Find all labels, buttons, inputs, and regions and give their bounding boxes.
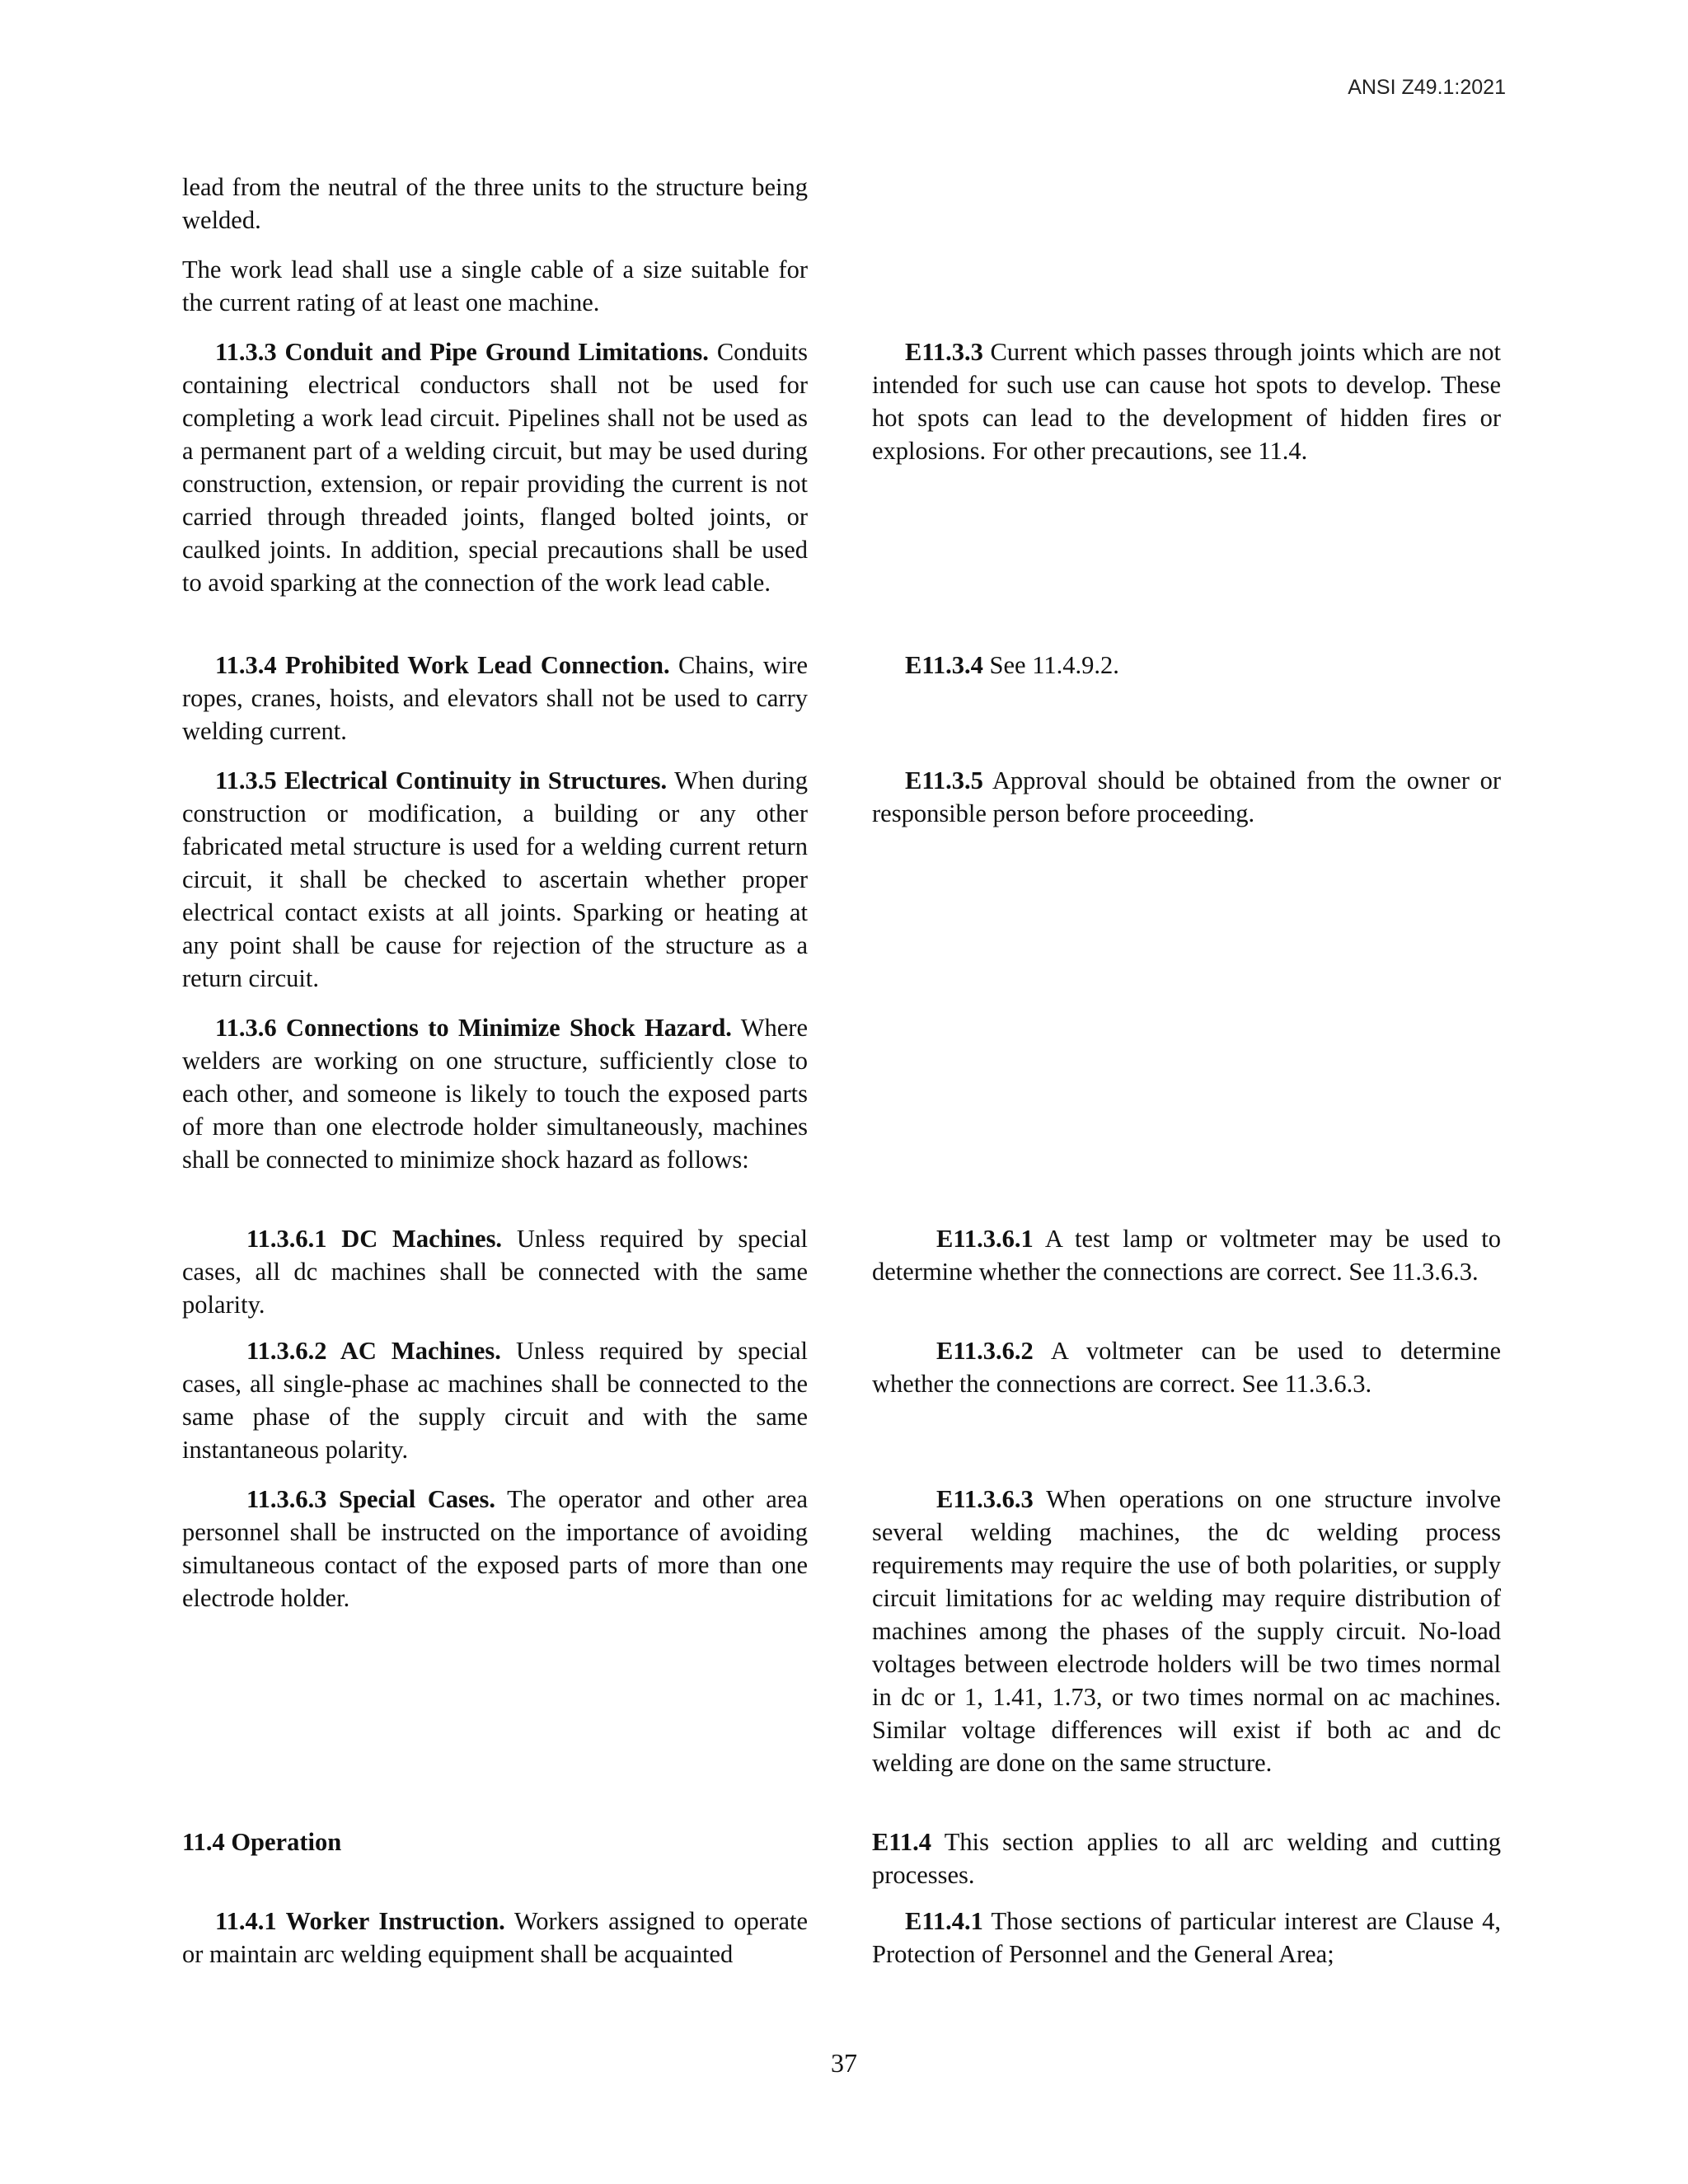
section-heading: 11.4 Operation [182, 1828, 342, 1856]
section-heading: 11.3.3 Conduit and Pipe Ground Limitations. [215, 338, 709, 366]
section-text: Unless required by special cases, all dc machines shall be connected with the same polarity. [182, 1225, 808, 1319]
explanation-text: A test lamp or voltmeter may be used to determine whether the connections are correct. See 11.3.6.3. [872, 1225, 1501, 1286]
explanation-text: This section applies to all arc welding and cutting processes. [872, 1828, 1501, 1889]
explanation-e11-3-6-1 [872, 1222, 1501, 1288]
section-11-3-3 [182, 335, 808, 599]
explanation-text: Those sections of particular interest are Clause 4, Protection of Personnel and the General Area; [872, 1907, 1501, 1968]
section-11-4 [182, 1825, 808, 1858]
explanation-text: See 11.4.9.2. [982, 651, 1119, 679]
explanation-e11-3-4 [872, 649, 1501, 682]
explanation-heading: E11.3.3 [905, 338, 983, 366]
explanation-heading: E11.3.6.3 [936, 1485, 1034, 1513]
section-11-3-6-1 [182, 1222, 808, 1321]
section-text: When during construction or modification, a building or any other fabricated metal structure is used for a welding current return circuit, it shall be checked to ascertain whether proper electrical contact exists at all joints. Sparking or heating at any point shall be cause for rejection of the structure as a return circuit. [182, 766, 809, 992]
section-heading: 11.3.6.2 AC Machines. [246, 1337, 501, 1365]
explanation-e11-4 [872, 1825, 1501, 1891]
explanation-text: When operations on one structure involve several welding machines, the dc welding process requirements may require the use of both polarities, or supply circuit limitations for ac welding may require distribution of machines among the phases of the supply circuit. No-load voltages between electrode holders will be two times normal in dc or 1, 1.41, 1.73, or two times normal on ac machines. Similar voltage differences will exist if both ac and dc welding are done on the same structure. [872, 1485, 1501, 1777]
section-heading: 11.3.6 Connections to Minimize Shock Hazard. [215, 1014, 732, 1042]
explanation-heading: E11.3.6.1 [936, 1225, 1034, 1253]
section-heading: 11.3.6.1 DC Machines. [246, 1225, 503, 1253]
explanation-heading: E11.3.4 [905, 651, 983, 679]
explanation-text: A voltmeter can be used to determine whether the connections are correct. See 11.3.6.3. [872, 1337, 1501, 1398]
section-heading: 11.4.1 Worker Instruction. [215, 1907, 505, 1935]
explanation-heading: E11.3.6.2 [936, 1337, 1034, 1365]
section-text: Workers assigned to operate or maintain arc welding equipment shall be acquainted [182, 1907, 808, 1968]
explanation-e11-4-1 [872, 1905, 1501, 1971]
section-heading: 11.3.5 Electrical Continuity in Structures. [215, 766, 668, 794]
section-11-3-6-2 [182, 1334, 808, 1466]
page-number: 37 [831, 2048, 857, 2078]
section-heading: 11.3.4 Prohibited Work Lead Connection. [215, 651, 670, 679]
explanation-heading: E11.4 [872, 1828, 932, 1856]
section-text: Chains, wire ropes, cranes, hoists, and elevators shall not be used to carry welding current. [182, 651, 808, 745]
section-heading: 11.3.6.3 Special Cases. [246, 1485, 496, 1513]
explanation-e11-3-6-3 [872, 1483, 1501, 1779]
section-11-3-6 [182, 1011, 808, 1176]
explanation-e11-3-3 [872, 335, 1501, 467]
section-11-4-1 [182, 1905, 808, 1971]
explanation-text: Current which passes through joints which are not intended for such use can cause hot spots to develop. These hot spots can lead to the development of hidden fires or explosions. For other precautions, see 11.4. [872, 338, 1501, 465]
running-header: ANSI Z49.1:2021 [1348, 76, 1506, 99]
paragraph-work-lead: The work lead shall use a single cable of a size suitable for the current rating of at least one machine. [182, 255, 808, 316]
section-text: Conduits containing electrical conductors shall not be used for completing a work lead circuit. Pipelines shall not be used as a permanent part of a welding circuit, but may be used during construction, extension, or repair providing the current is not carried through threaded joints, flanged bolted joints, or caulked joints. In addition, special precautions shall be used to avoid sparking at the connection of the work lead cable. [182, 338, 808, 597]
section-11-3-6-3 [182, 1483, 808, 1615]
explanation-e11-3-6-2 [872, 1334, 1501, 1400]
explanation-text: Approval should be obtained from the owner or responsible person before proceeding. [872, 766, 1501, 827]
section-text: Unless required by special cases, all single-phase ac machines shall be connected to the same phase of the supply circuit and with the same instantaneous polarity. [182, 1337, 808, 1464]
section-11-3-5 [182, 764, 808, 995]
paragraph-continuation: lead from the neutral of the three units to the structure being welded. [182, 173, 808, 234]
explanation-e11-3-5 [872, 764, 1501, 830]
section-text: Where welders are working on one structure, sufficiently close to each other, and someone is likely to touch the exposed parts of more than one electrode holder simultaneously, machines shall be connected to minimize shock hazard as follows: [182, 1014, 809, 1174]
explanation-heading: E11.4.1 [905, 1907, 983, 1935]
section-11-3-4 [182, 649, 808, 748]
explanation-heading: E11.3.5 [905, 766, 983, 794]
section-text: The operator and other area personnel shall be instructed on the importance of avoiding simultaneous contact of the exposed parts of more than one electrode holder. [182, 1485, 808, 1612]
